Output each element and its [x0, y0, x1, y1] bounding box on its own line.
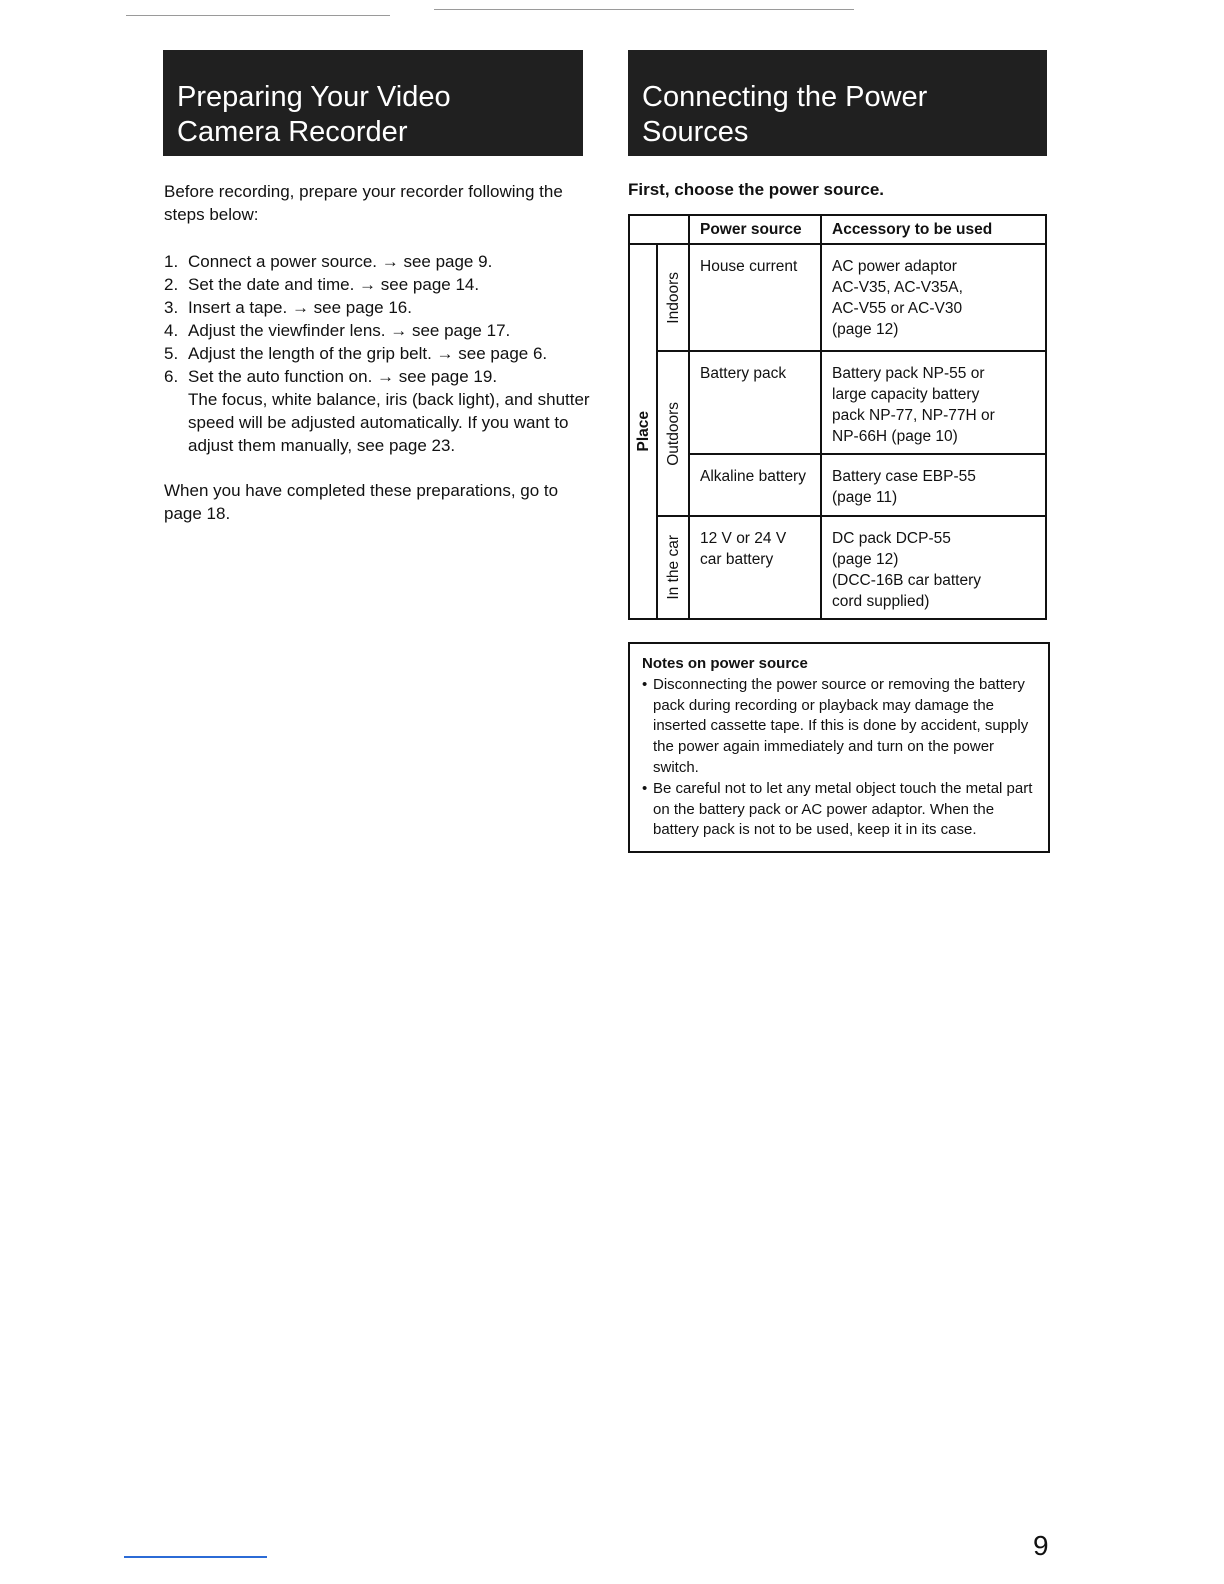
- location-cell-indoors: Indoors: [657, 244, 689, 351]
- power-source-heading: First, choose the power source.: [628, 180, 885, 199]
- table-row: [629, 454, 1046, 516]
- step-text: Set the auto function on. → see page 19.: [188, 367, 498, 386]
- power-source-table: [628, 214, 1047, 620]
- section-banner-power: [628, 50, 1047, 156]
- power-source-cell: Alkaline battery: [689, 454, 821, 516]
- notes-box: [628, 642, 1050, 853]
- step-item: 1. Connect a power source. → see page 9.: [164, 252, 493, 271]
- step-item: 4. Adjust the viewfinder lens. → see page 17.: [164, 321, 511, 340]
- step-item: 3. Insert a tape. → see page 16.: [164, 298, 412, 317]
- table-row: [629, 351, 1046, 454]
- section-banner-preparing: [163, 50, 583, 156]
- step-item: 6. Set the auto function on. → see page 19. The focus, white balance, iris (back light), and shutter speed will be adjusted automatically. If you want to adjust them manually, see page 23.: [164, 367, 590, 455]
- location-cell-car: In the car: [657, 516, 689, 619]
- table-row: [629, 244, 1046, 351]
- table-header-row: [629, 215, 1046, 244]
- banner-title-line-1: Connecting the Power: [642, 81, 928, 113]
- accessory-cell: DC pack DCP-55 (page 12) (DCC-16B car battery cord supplied): [821, 516, 1046, 619]
- note-item: • Be careful not to let any metal object touch the metal part on the battery pack or AC power adaptor. When the battery pack is not to be used, keep it in its case.: [642, 779, 1033, 839]
- preparation-section: [164, 180, 594, 525]
- power-source-cell: 12 V or 24 V car battery: [689, 516, 821, 619]
- page-number: 9: [1033, 1530, 1049, 1561]
- table-row: [629, 516, 1046, 619]
- step-item: 5. Adjust the length of the grip belt. → see page 6.: [164, 344, 548, 363]
- header-power-source: Power source: [689, 215, 821, 244]
- accessory-cell: Battery pack NP-55 or large capacity battery pack NP-77, NP-77H or NP-66H (page 10): [821, 351, 1046, 454]
- place-label: Place: [634, 411, 652, 452]
- power-source-cell: Battery pack: [689, 351, 821, 454]
- header-accessory: Accessory to be used: [821, 215, 1046, 244]
- banner-title-line-1: Preparing Your Video: [177, 81, 451, 113]
- accessory-cell: Battery case EBP-55 (page 11): [821, 454, 1046, 516]
- header-blank-cell: [629, 215, 689, 244]
- place-cell: [629, 244, 657, 619]
- footer-underline: [124, 1556, 267, 1558]
- banner-title-line-2: Camera Recorder: [177, 116, 408, 148]
- intro-paragraph: Before recording, prepare your recorder following the steps below:: [164, 182, 563, 224]
- banner-title-line-2: Sources: [642, 116, 749, 148]
- scan-edge-line-left: [126, 15, 390, 16]
- note-item: • Disconnecting the power source or removing the battery pack during recording or playback may damage the inserted cassette tape. If this is done by accident, supply the power again immediately and turn on the power switch.: [642, 675, 1029, 776]
- location-cell-outdoors: Outdoors: [657, 351, 689, 516]
- power-source-cell: House current: [689, 244, 821, 351]
- closing-paragraph: When you have completed these preparations, go to page 18.: [164, 481, 559, 523]
- step-detail: The focus, white balance, iris (back light), and shutter speed will be adjusted automatically. If you want to adjust them manually, see page 23.: [188, 390, 590, 455]
- notes-title: Notes on power source: [642, 655, 808, 672]
- scan-edge-line-right: [434, 9, 854, 10]
- step-item: 2. Set the date and time. → see page 14.: [164, 275, 480, 294]
- steps-list: [164, 250, 594, 457]
- accessory-cell: AC power adaptor AC-V35, AC-V35A, AC-V55 or AC-V30 (page 12): [821, 244, 1046, 351]
